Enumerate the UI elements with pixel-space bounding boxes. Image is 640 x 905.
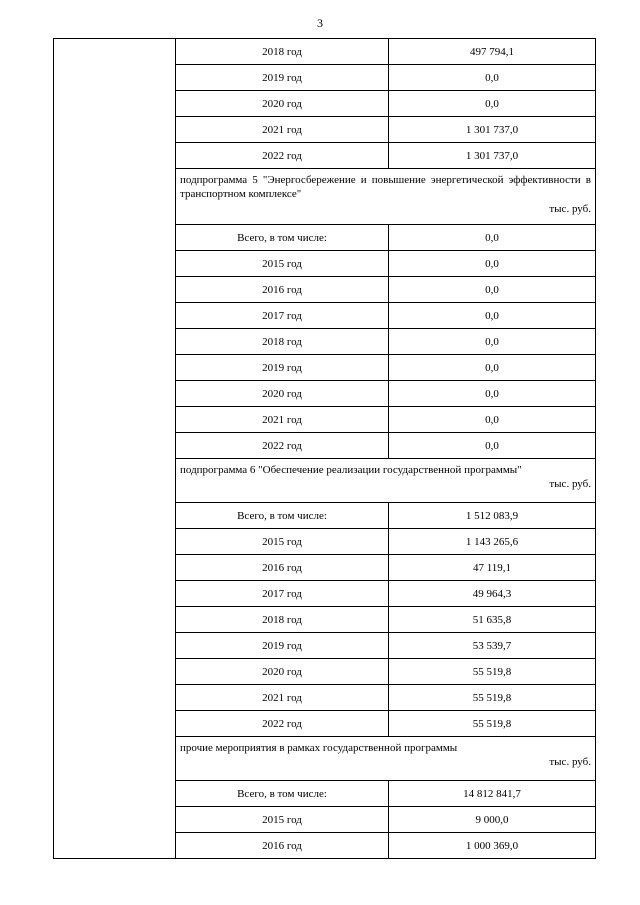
- table-row: [176, 503, 595, 529]
- year-cell: 2021 год: [176, 117, 389, 142]
- value-cell: 53 539,7: [472, 639, 512, 652]
- value-cell: 0,0: [485, 283, 499, 296]
- table-row: [176, 277, 595, 303]
- funding-table: [53, 38, 596, 859]
- table-row: [176, 833, 595, 859]
- value-cell: 1 301 737,0: [465, 149, 519, 162]
- table-row: [176, 225, 595, 251]
- value-cell: 1 512 083,9: [465, 509, 519, 522]
- table-right-part: [176, 39, 595, 859]
- table-row: [176, 781, 595, 807]
- value-cell: 0,0: [485, 309, 499, 322]
- table-row: [176, 633, 595, 659]
- year-cell: 2021 год: [176, 407, 389, 432]
- value-cell: 0,0: [485, 97, 499, 110]
- table-row: [176, 529, 595, 555]
- value-cell: 55 519,8: [472, 717, 512, 730]
- value-cell: 51 635,8: [472, 613, 512, 626]
- year-cell: 2019 год: [176, 355, 389, 380]
- value-cell: 0,0: [485, 361, 499, 374]
- year-cell: 2019 год: [176, 65, 389, 90]
- table-row: [176, 581, 595, 607]
- value-cell: 0,0: [485, 387, 499, 400]
- value-cell: 47 119,1: [472, 561, 512, 574]
- year-cell: 2017 год: [176, 303, 389, 328]
- table-row: [176, 555, 595, 581]
- section-title: подпрограмма 5 "Энергосбережение и повышение энергетической эффективности в транспортном комплексе": [180, 174, 591, 201]
- year-cell: 2015 год: [176, 529, 389, 554]
- year-cell: 2022 год: [176, 433, 389, 458]
- value-cell: 1 301 737,0: [465, 123, 519, 136]
- table-row: [176, 711, 595, 737]
- year-cell: 2020 год: [176, 659, 389, 684]
- section-header: [176, 169, 595, 225]
- value-cell: 1 000 369,0: [465, 840, 519, 852]
- table-row: [176, 303, 595, 329]
- table-left-column: [54, 39, 176, 858]
- year-cell: 2020 год: [176, 381, 389, 406]
- year-cell: Всего, в том числе:: [176, 225, 389, 250]
- value-cell: 1 143 265,6: [465, 535, 519, 548]
- section-title: прочие мероприятия в рамках государственной программы: [180, 742, 458, 754]
- table-row: [176, 407, 595, 433]
- table-row: [176, 659, 595, 685]
- value-cell: 14 812 841,7: [463, 787, 521, 800]
- year-cell: 2022 год: [176, 143, 389, 168]
- value-cell: 0,0: [485, 335, 499, 348]
- value-cell: 49 964,3: [472, 587, 512, 600]
- section-unit: тыс. руб.: [549, 756, 591, 769]
- table-row: [176, 65, 595, 91]
- year-cell: Всего, в том числе:: [176, 503, 389, 528]
- table-row: [176, 117, 595, 143]
- section-unit: тыс. руб.: [549, 202, 591, 215]
- table-row: [176, 433, 595, 459]
- year-cell: 2016 год: [176, 833, 389, 859]
- year-cell: 2015 год: [176, 807, 389, 832]
- table-row: [176, 807, 595, 833]
- year-cell: 2017 год: [176, 581, 389, 606]
- value-cell: 0,0: [485, 413, 499, 426]
- value-cell: 9 000,0: [475, 813, 509, 826]
- year-cell: 2016 год: [176, 277, 389, 302]
- table-row: [176, 91, 595, 117]
- year-cell: 2019 год: [176, 633, 389, 658]
- table-row: [176, 39, 595, 65]
- year-cell: Всего, в том числе:: [176, 781, 389, 806]
- year-cell: 2021 год: [176, 685, 389, 710]
- year-cell: 2016 год: [176, 555, 389, 580]
- value-cell: 0,0: [485, 257, 499, 270]
- section-title: подпрограмма 6 "Обеспечение реализации государственной программы": [180, 464, 522, 476]
- table-row: [176, 329, 595, 355]
- year-cell: 2015 год: [176, 251, 389, 276]
- table-row: [176, 355, 595, 381]
- year-cell: 2018 год: [176, 39, 389, 64]
- table-row: [176, 143, 595, 169]
- year-cell: 2018 год: [176, 329, 389, 354]
- table-row: [176, 685, 595, 711]
- section-unit: тыс. руб.: [549, 478, 591, 491]
- value-cell: 497 794,1: [470, 45, 514, 58]
- section-header: [176, 459, 595, 503]
- table-row: [176, 607, 595, 633]
- table-row: [176, 251, 595, 277]
- section-header: [176, 737, 595, 781]
- year-cell: 2022 год: [176, 711, 389, 736]
- value-cell: 55 519,8: [472, 665, 512, 678]
- value-cell: 55 519,8: [472, 691, 512, 704]
- year-cell: 2018 год: [176, 607, 389, 632]
- year-cell: 2020 год: [176, 91, 389, 116]
- value-cell: 0,0: [485, 231, 499, 244]
- value-cell: 0,0: [485, 439, 499, 452]
- table-row: [176, 381, 595, 407]
- page-number: 3: [317, 16, 323, 30]
- value-cell: 0,0: [485, 71, 499, 84]
